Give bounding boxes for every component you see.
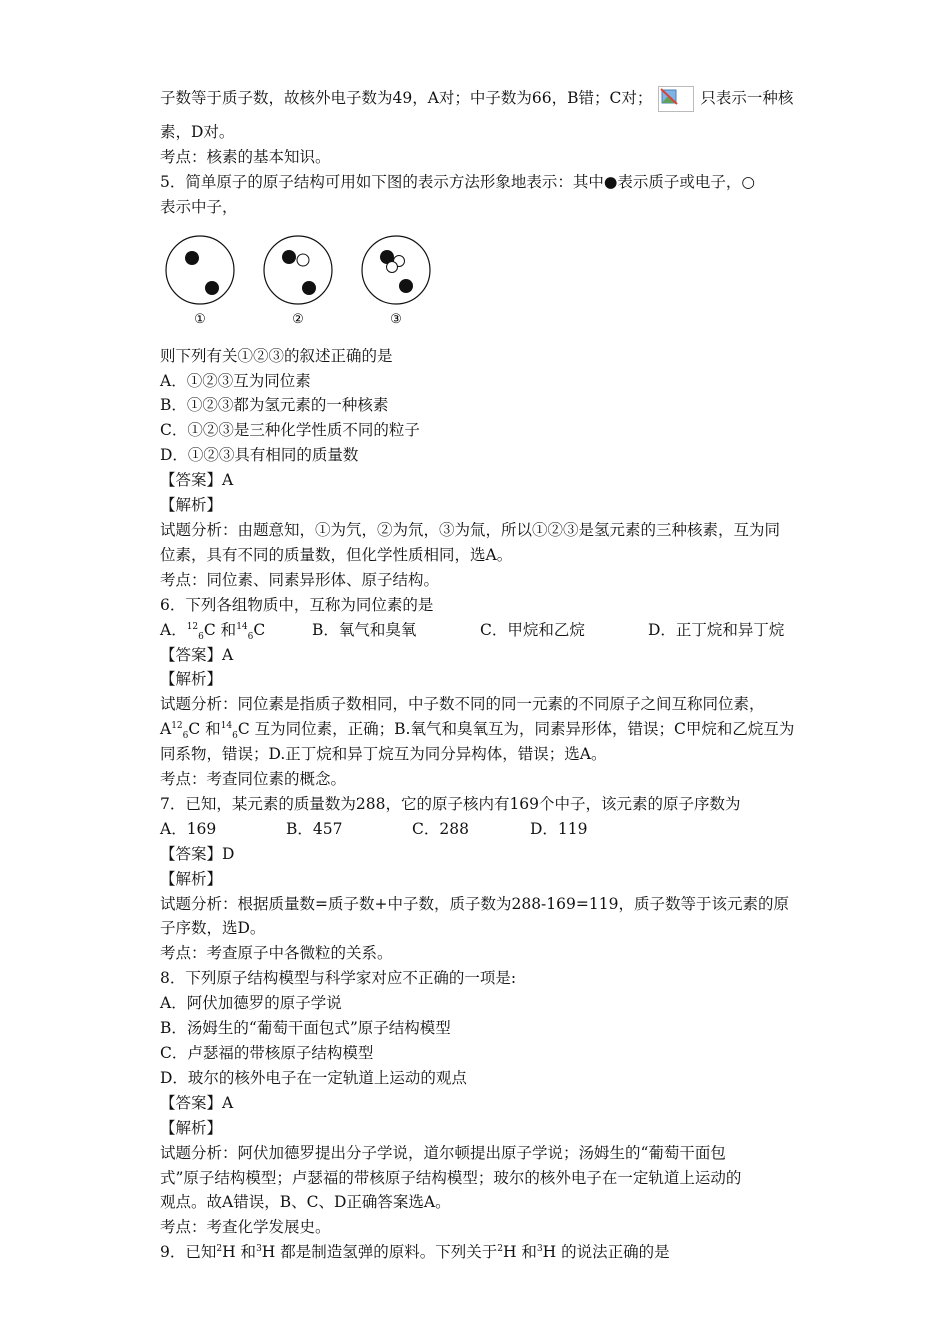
- q5-stem-3: 则下列有关①②③的叙述正确的是: [160, 346, 393, 365]
- q8-jiexi-label: 【解析】: [160, 1118, 223, 1137]
- q8-option-a: A．阿伏加德罗的原子学说: [160, 994, 342, 1013]
- q8-kaodian: 考点：考查化学发展史。: [160, 1218, 331, 1237]
- q7-option-c: C．288: [412, 819, 469, 838]
- fig-label-3: ③: [390, 311, 402, 326]
- q6-answer: 【答案】A: [160, 645, 234, 664]
- q5-kaodian: 考点：同位素、同素异形体、原子结构。: [160, 570, 440, 589]
- q6-option-d: D．正丁烷和异丁烷: [648, 620, 785, 639]
- q6-kaodian: 考点：考查同位素的概念。: [160, 770, 347, 789]
- q6-jiexi-label: 【解析】: [160, 670, 223, 689]
- q5-option-d: D．①②③具有相同的质量数: [160, 446, 359, 465]
- q5-option-b: B．①②③都为氢元素的一种核素: [160, 396, 389, 415]
- atom-diagram-3: [362, 236, 430, 304]
- fig-label-1: ①: [194, 311, 206, 326]
- q7-option-b: B．457: [286, 819, 343, 838]
- q5-analysis-2: 位素，具有不同的质量数，但化学性质相同，选A。: [160, 545, 513, 564]
- q8-stem: 8．下列原子结构模型与科学家对应不正确的一项是:: [160, 969, 517, 988]
- q4-tail-line1: 子数等于质子数，故核外电子数为49，A对；中子数为66，B错；C对； 只表示一种核: [160, 86, 800, 112]
- q7-options: [160, 817, 800, 842]
- q6-option-c: C．甲烷和乙烷: [480, 620, 585, 639]
- q7-option-d: D．119: [530, 819, 588, 838]
- atom-structure-figure: [160, 226, 800, 326]
- q8-answer: 【答案】A: [160, 1093, 234, 1112]
- q8-option-b: B．汤姆生的“葡萄干面包式”原子结构模型: [160, 1019, 451, 1038]
- q7-answer: 【答案】D: [160, 844, 235, 863]
- q6-stem: 6．下列各组物质中，互称为同位素的是: [160, 595, 434, 614]
- q8-analysis-2: 式”原子结构模型；卢瑟福的带核原子结构模型；玻尔的核外电子在一定轨道上运动的: [160, 1168, 742, 1187]
- fig-label-2: ②: [292, 311, 304, 326]
- document-page: [160, 86, 800, 1265]
- q8-option-d: D．玻尔的核外电子在一定轨道上运动的观点: [160, 1068, 467, 1087]
- q6-analysis-3: 同系物，错误；D.正丁烷和异丁烷互为同分异构体，错误；选A。: [160, 745, 607, 764]
- q5-option-a: A．①②③互为同位素: [160, 371, 311, 390]
- q6-analysis-1: 试题分析：同位素是指质子数相同，中子数不同的同一元素的不同原子之间互称同位素，: [160, 695, 765, 714]
- q4-tail-line2: 素，D对。: [160, 123, 235, 141]
- q5-option-c: C．①②③是三种化学性质不同的粒子: [160, 421, 420, 440]
- q5-analysis-1: 试题分析：由题意知，①为氕，②为氘，③为氚，所以①②③是氢元素的三种核素，互为同: [160, 520, 781, 539]
- q7-analysis-1: 试题分析：根据质量数=质子数+中子数，质子数为288-169=119，质子数等于该元素的原: [160, 894, 789, 913]
- q7-option-a: A．169: [160, 819, 217, 838]
- atom-diagram-1: [166, 236, 234, 304]
- q7-analysis-2: 子序数，选D。: [160, 919, 266, 938]
- q4-kaodian: 考点：核素的基本知识。: [160, 147, 331, 166]
- atom-diagram-2: [264, 236, 332, 304]
- q7-stem: 7．已知，某元素的质量数为288，它的原子核内有169个中子，该元素的原子序数为: [160, 794, 741, 813]
- q7-jiexi-label: 【解析】: [160, 869, 223, 888]
- q5-stem-2: 表示中子，: [160, 197, 238, 216]
- broken-image-icon: [658, 86, 694, 112]
- q8-analysis-3: 观点。故A错误，B、C、D正确答案选A。: [160, 1193, 451, 1212]
- q6-options: [160, 618, 800, 643]
- q5-stem-1: 5．简单原子的原子结构可用如下图的表示方法形象地表示：其中●表示质子或电子，○: [160, 172, 755, 191]
- q6-option-a: A．$^{12}_6$C 和$^{14}_6$C: [160, 620, 266, 642]
- q9-stem: 9．已知$^2$H 和$^3$H 都是制造氢弹的原料。下列关于$^2$H 和$^3$H 的说法正确的是: [160, 1243, 670, 1262]
- q5-answer: 【答案】A: [160, 471, 234, 490]
- q6-option-b: B．氧气和臭氧: [312, 620, 417, 639]
- q6-analysis-2: $A^{12}_6C$ 和$^{14}_6$C 互为同位素，正确；B.氧气和臭氧互为，同素异形体，错误；C甲烷和乙烷互为: [160, 720, 795, 742]
- q5-jiexi-label: 【解析】: [160, 496, 223, 515]
- q8-analysis-1: 试题分析：阿伏加德罗提出分子学说，道尔顿提出原子学说；汤姆生的“葡萄干面包: [160, 1143, 726, 1162]
- q7-kaodian: 考点：考查原子中各微粒的关系。: [160, 944, 393, 963]
- q8-option-c: C．卢瑟福的带核原子结构模型: [160, 1044, 374, 1062]
